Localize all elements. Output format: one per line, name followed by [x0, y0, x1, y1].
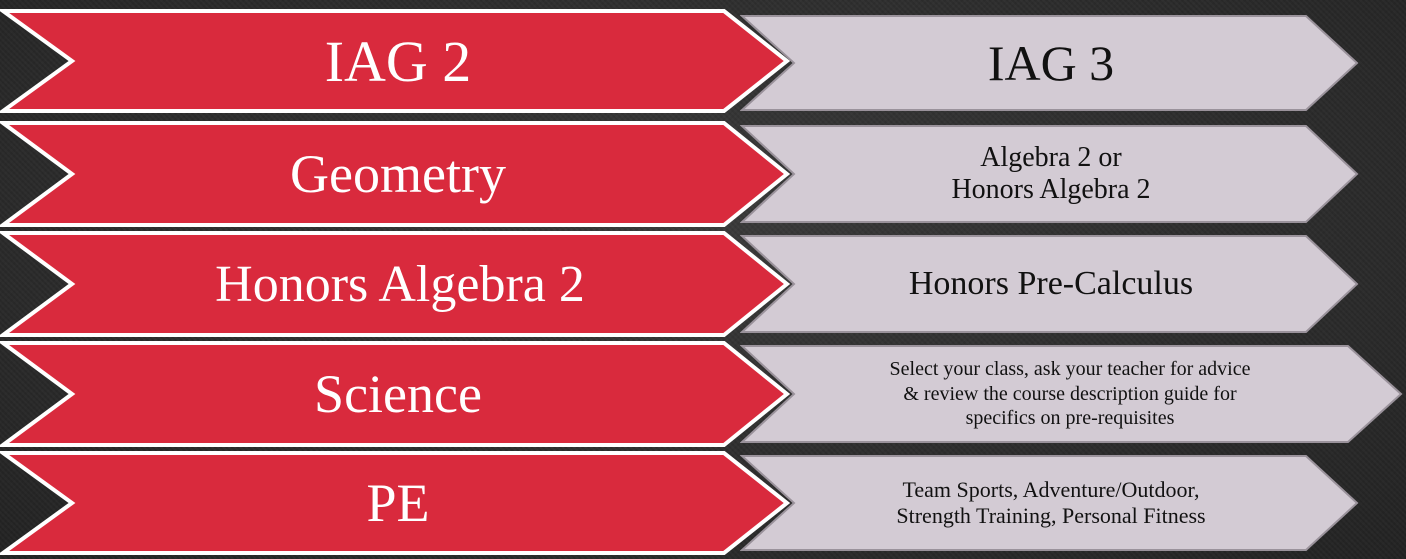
chevron-current-pe: [0, 450, 790, 556]
current-course-label: Science: [314, 364, 482, 424]
next-course-label: Select your class, ask your teacher for advice & review the course description guide for specifics on pre-requisites: [889, 358, 1251, 430]
current-course-label: PE: [366, 473, 430, 533]
next-course-label: Team Sports, Adventure/Outdoor, Strength Training, Personal Fitness: [896, 476, 1206, 528]
next-course-label: Algebra 2 or Honors Algebra 2: [951, 141, 1151, 205]
chevron-next-pe-options: [740, 454, 1360, 552]
current-course-label: Geometry: [290, 144, 506, 204]
current-course-label: IAG 2: [324, 28, 472, 94]
current-course-label: Honors Algebra 2: [215, 255, 585, 313]
next-course-label: IAG 3: [987, 35, 1115, 91]
chevron-current-geometry: [0, 120, 790, 228]
chevron-next-iag-3: [740, 14, 1360, 112]
next-course-label: Honors Pre-Calculus: [908, 265, 1194, 302]
chevron-next-algebra-2: [740, 124, 1360, 224]
chevron-next-honors-pre-calculus: [740, 234, 1360, 334]
chevron-current-science: [0, 340, 790, 448]
chevron-current-iag-2: [0, 8, 790, 114]
chevron-next-science-advice: [740, 344, 1404, 444]
chevron-current-honors-algebra-2: [0, 230, 790, 338]
